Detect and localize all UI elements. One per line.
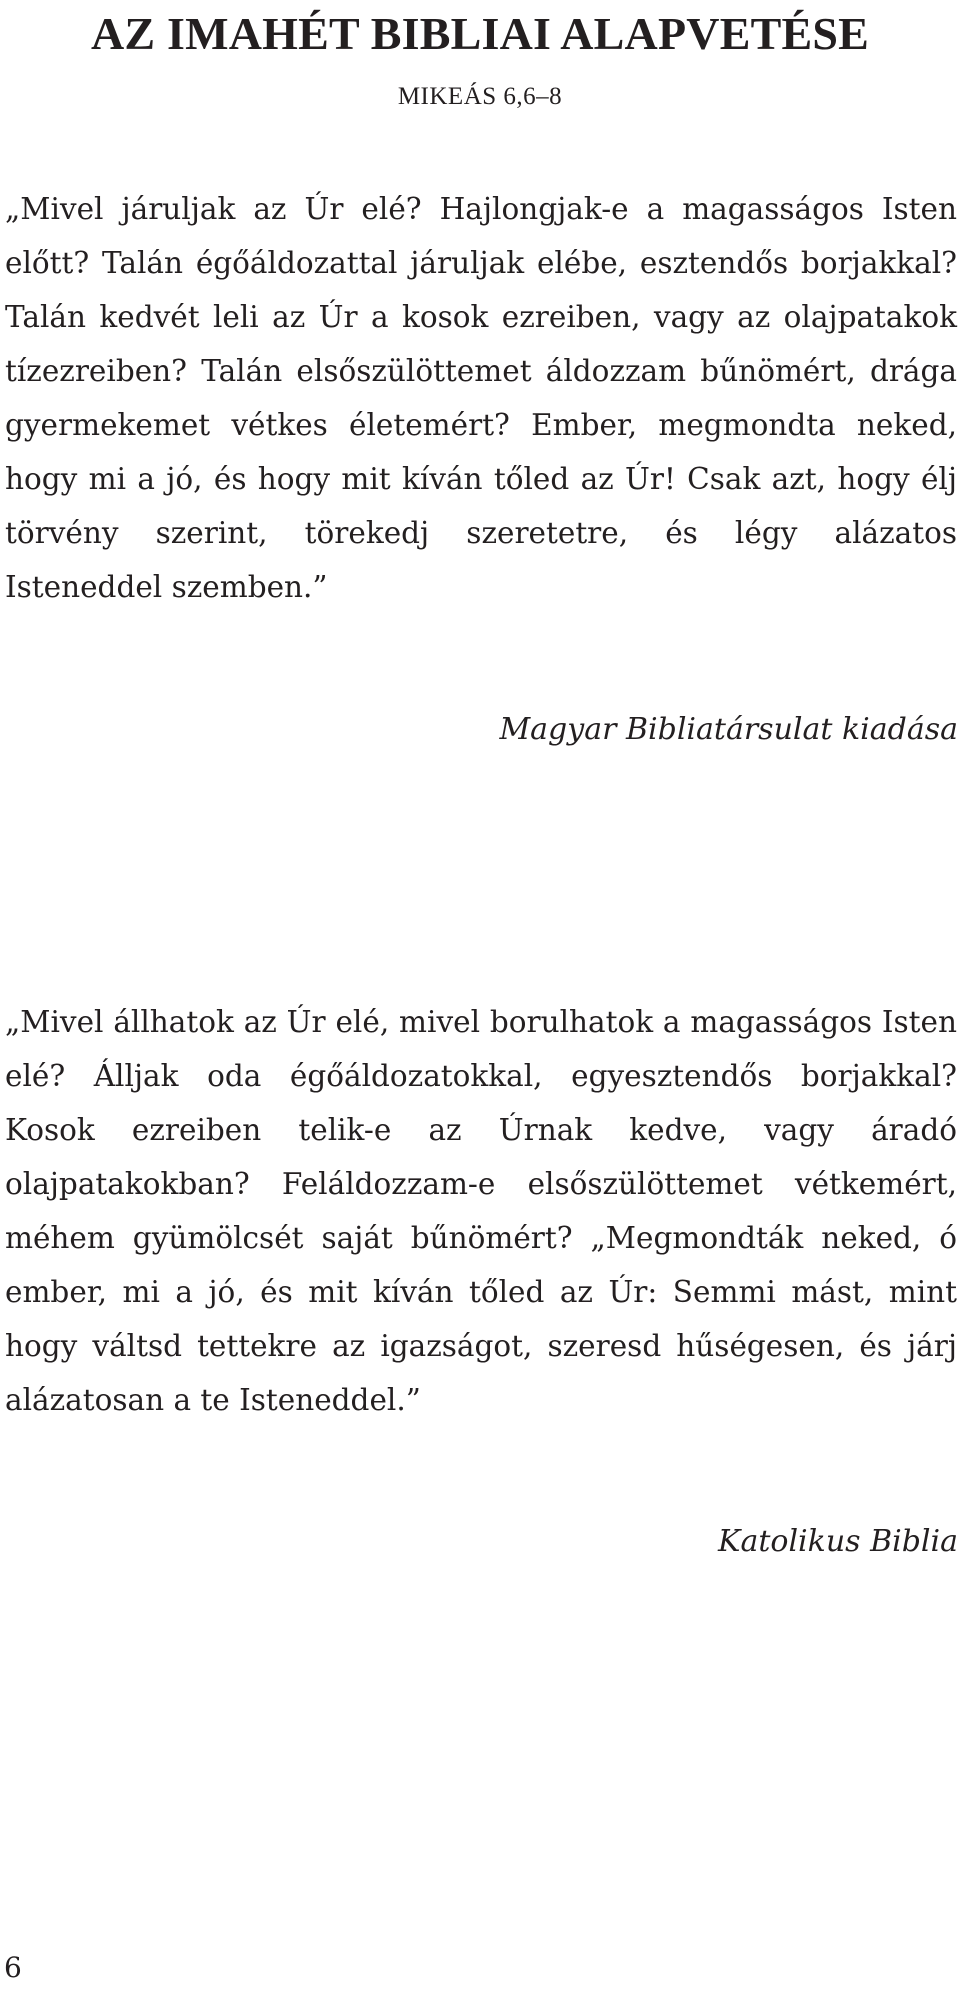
scripture-reference: MIKEÁS 6,6–8 <box>397 83 563 110</box>
passage-source-1: Magyar Bibliatársulat kiadása <box>499 712 958 747</box>
page-title: AZ IMAHÉT BIBLIAI ALAPVETÉSE <box>90 8 870 59</box>
passage-text-1: „Mivel járuljak az Úr elé? Hajlongjak-e a magasságos Isten előtt? Talán égőáldozattal járuljak elébe, esztendős borjakkal? Talán kedvét leli az Úr a kosok ezreiben, vagy az olajpatakok tízezreiben? Talán elsőszülöttemet áldozzam bűnömért, drága gyermekemet vétkes életemért? Ember, megmondta neked, hogy mi a jó, és hogy mit kíván tőled az Úr! Csak azt, hogy élj törvény szerint, törekedj szeretetre, és légy alázatos Isteneddel szemben.” <box>5 192 957 604</box>
page-number: 6 <box>4 1951 22 1984</box>
passage-text-2: „Mivel állhatok az Úr elé, mivel borulhatok a magasságos Isten elé? Álljak oda égőáldozatokkal, egyesztendős borjakkal? Kosok ezreiben telik-e az Úrnak kedve, vagy áradó olajpatakokban? Feláldozzam-e elsőszülöttemet vétkemért, méhem gyümölcsét saját bűnömért? „Megmondták neked, ó ember, mi a jó, és mit kíván tőled az Úr: Semmi mást, mint hogy váltsd tettekre az igazságot, szeresd hűségesen, és járj alázatosan a te Isteneddel.” <box>5 1005 957 1417</box>
passage-source-2: Katolikus Biblia <box>718 1524 958 1559</box>
